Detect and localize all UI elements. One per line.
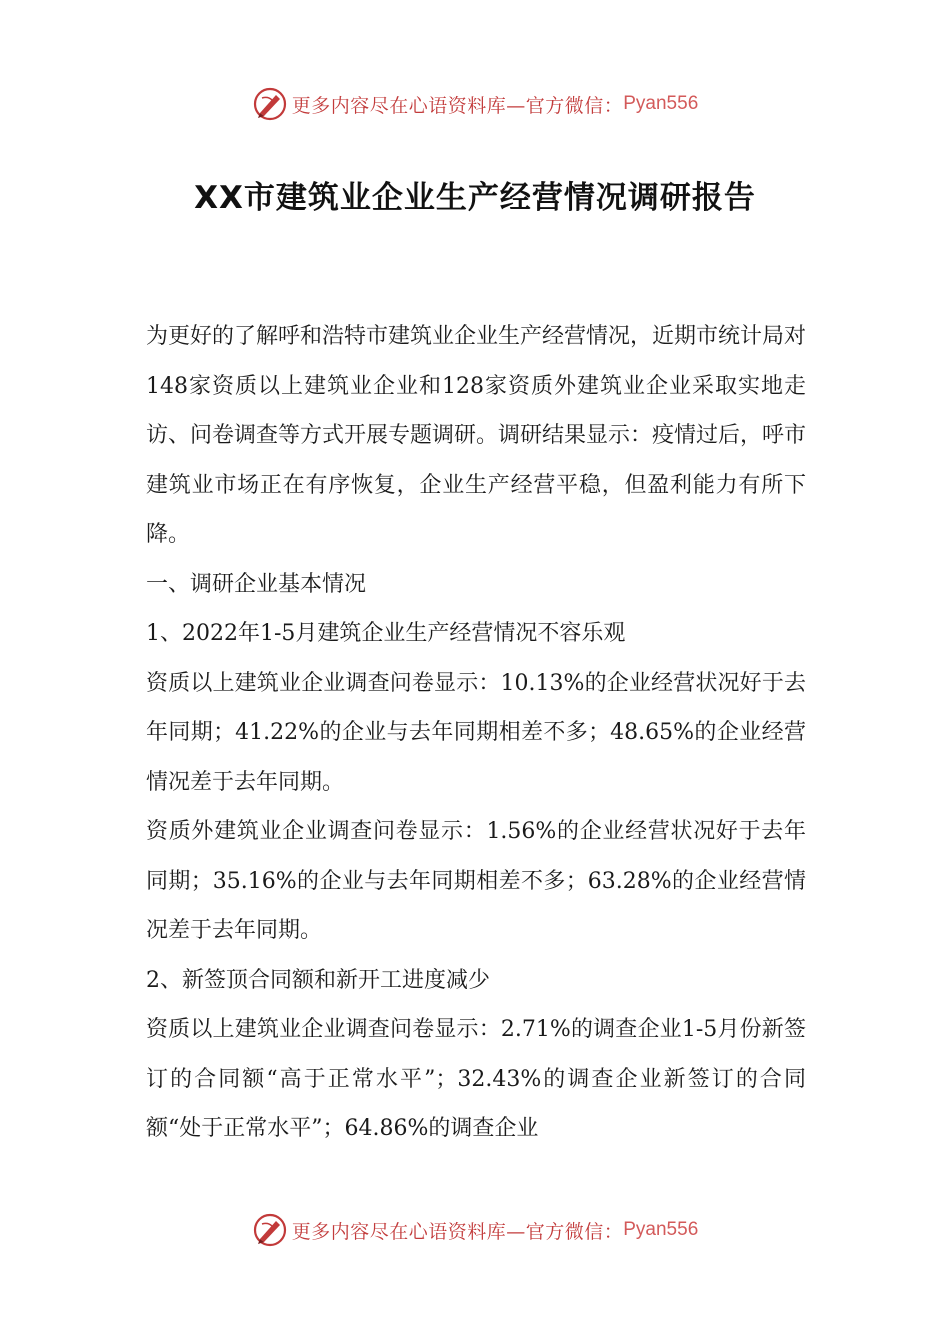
watermark-text: 更多内容尽在心语资料库—官方微信： (291, 1220, 624, 1243)
subsection-heading: 2、新签顶合同额和新开工进度减少 (146, 967, 490, 993)
body-paragraph: 资质以上建筑业企业调查问卷显示：10.13%的企业经营状况好于去年同期；41.22%的企业与去年同期相差不多；48.65%的企业经营情况差于去年同期。 (146, 670, 806, 795)
section-heading: 一、调研企业基本情况 (146, 571, 367, 597)
body-paragraph: 资质外建筑业企业调查问卷显示：1.56%的企业经营状况好于去年同期；35.16%的企业与去年同期相差不多；63.28%的企业经营情况差于去年同期。 (146, 819, 806, 943)
watermark-text: 更多内容尽在心语资料库—官方微信： (291, 94, 624, 117)
watermark-header (0, 84, 950, 124)
watermark-wechat-id: Pyan556 (623, 1219, 699, 1240)
body-paragraph: 资质以上建筑业企业调查问卷显示：2.71%的调查企业1-5月份新签订的合同额“高于正常水平”；32.43%的调查企业新签订的合同额“处于正常水平”；64.86%的调查企业 (146, 1017, 806, 1141)
pen-logo-icon (252, 1212, 288, 1248)
watermark-wechat-id: Pyan556 (623, 93, 699, 114)
subsection-heading: 1、2022年1-5月建筑企业生产经营情况不容乐观 (146, 621, 626, 646)
document-title: XX市建筑业企业生产经营情况调研报告 (194, 180, 756, 216)
intro-paragraph: 为更好的了解呼和浩特市建筑业企业生产经营情况，近期市统计局对148家资质以上建筑业企业和128家资质外建筑业企业采取实地走访、问卷调查等方式开展专题调研。调研结果显示：疫情过后，呼市建筑业市场正在有序恢复，企业生产经营平稳，但盈利能力有所下降。 (146, 324, 807, 547)
pen-logo-icon (252, 86, 288, 122)
document-body (146, 312, 806, 1154)
watermark-footer (0, 1210, 950, 1250)
